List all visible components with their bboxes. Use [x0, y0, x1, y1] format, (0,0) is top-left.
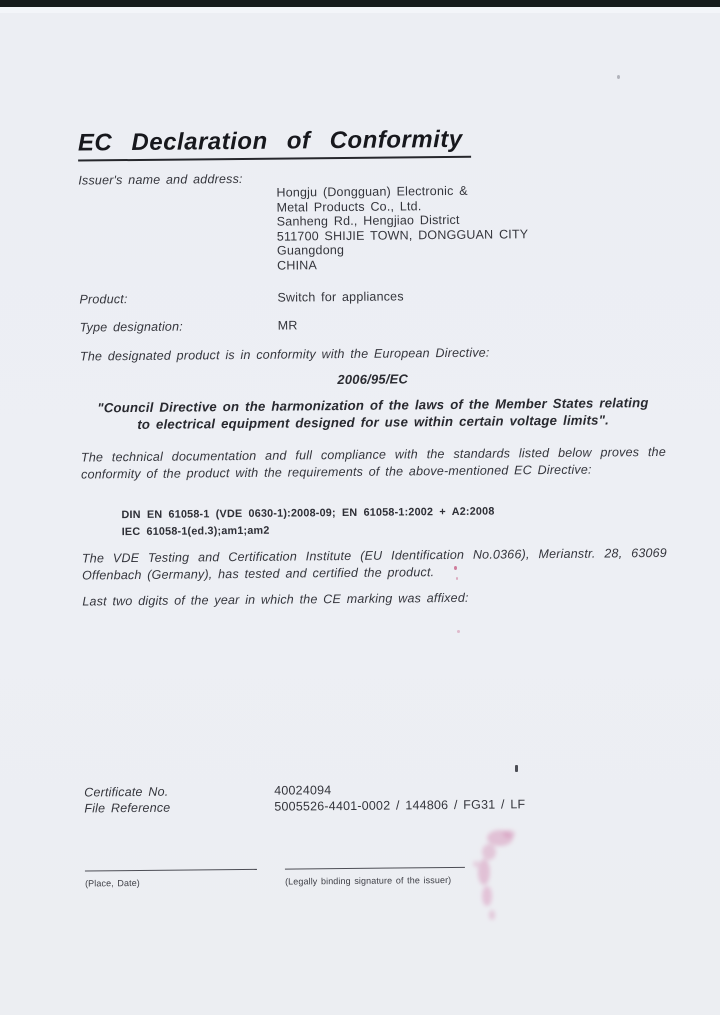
directive-number: 2006/95/EC — [337, 371, 409, 388]
signature-line — [285, 867, 465, 870]
pink-speck — [454, 566, 457, 570]
standards-list — [121, 502, 666, 540]
directive-quote-line: "Council Directive on the harmonization of the laws of the Member States relating — [97, 395, 649, 416]
pink-speck — [456, 577, 458, 580]
file-reference-value: 5005526-4401-0002 / 144806 / FG31 / LF — [274, 796, 526, 814]
document-content — [77, 0, 671, 892]
certificate-number-value: 40024094 — [274, 783, 332, 798]
place-date-line — [85, 869, 257, 872]
issuer-address-line: Metal Products Co., Ltd. — [276, 198, 422, 215]
issuer-address-line: CHINA — [277, 257, 318, 273]
ink-speck — [515, 765, 518, 772]
type-designation-value: MR — [277, 318, 298, 333]
certificate-number-label: Certificate No. — [84, 784, 169, 800]
pink-ink-stain — [462, 822, 532, 934]
product-label: Product: — [79, 292, 128, 307]
standard-line: DIN EN 61058-1 (VDE 0630-1):2008-09; EN 61058-1:2002 + A2:2008 — [121, 505, 495, 522]
issuer-address-line: 511700 SHIJIE TOWN, DONGGUAN CITY — [276, 226, 529, 244]
issuer-address — [276, 182, 664, 273]
dust-speck — [617, 75, 620, 79]
signature-section — [85, 865, 670, 892]
issuer-section — [78, 168, 664, 275]
type-designation-label: Type designation: — [79, 319, 183, 335]
file-reference-label: File Reference — [84, 800, 171, 816]
signature-field — [285, 867, 465, 890]
place-date-field — [85, 869, 257, 892]
issuer-label: Issuer's name and address: — [78, 171, 243, 188]
issuer-address-line: Hongju (Dongguan) Electronic & — [276, 183, 468, 200]
technical-documentation-paragraph: The technical documentation and full compliance with the standards listed below proves the conformity of the product with the requirements of the above-mentioned EC Directive: — [80, 444, 667, 482]
directive-quote — [80, 394, 665, 434]
page-title: EC Declaration of Conformity — [78, 127, 471, 162]
ce-marking-line: Last two digits of the year in which the CE marking was affixed: — [82, 590, 469, 609]
type-designation-section — [80, 315, 665, 336]
directive-quote-line: to electrical equipment designed for use within certain voltage limits". — [137, 412, 610, 432]
product-section — [79, 287, 664, 308]
pink-speck — [457, 630, 460, 633]
issuer-address-line: Guangdong — [276, 242, 345, 258]
place-date-label: (Place, Date) — [85, 877, 140, 889]
certificate-section — [84, 780, 669, 817]
issuer-address-line: Sanheng Rd., Hengjiao District — [276, 212, 460, 229]
conformity-intro: The designated product is in conformity with the European Directive: — [79, 345, 490, 364]
product-value: Switch for appliances — [277, 289, 404, 305]
signature-label: (Legally binding signature of the issuer) — [284, 874, 452, 887]
vde-institute-paragraph: The VDE Testing and Certification Institute (EU Identification No.0366), Merianstr. 28, 63069 Offenbach (Germany), has tested and certified the product. — [81, 545, 667, 583]
standard-line: IEC 61058-1(ed.3);am1;am2 — [121, 524, 270, 538]
